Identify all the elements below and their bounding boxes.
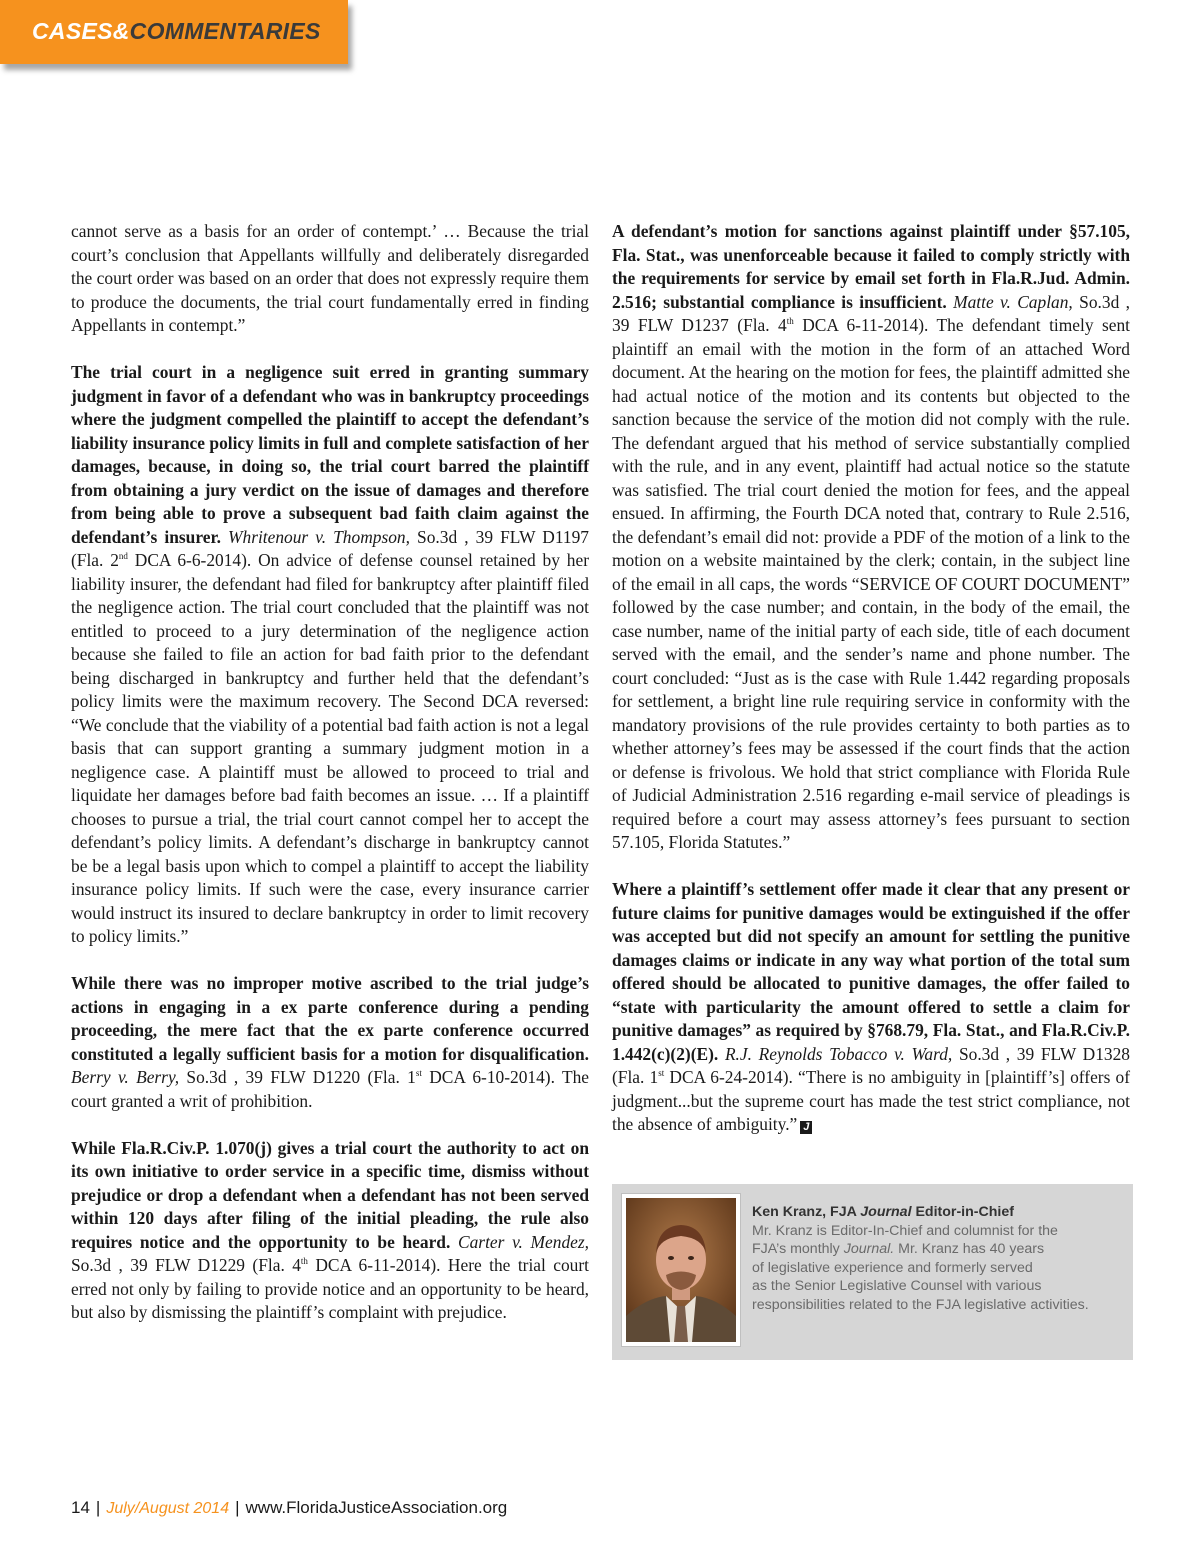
case-reynolds: Where a plaintiff’s settlement offer made it clear that any present or future claims for punitive damages would be extinguished if the offer was accepted but did not specify an amount for settling the punitive damages claims or indicate in any way what portion of the total sum offered should be allocated to punitive damages, the offer failed to “state with particularity the amount offered to settle a claim for punitive damages” as required by §768.79, Fla. Stat., and Fla.R.Civ.P. 1.442(c)(2)(E). R.J. Reynolds Tobacco v. Ward, So.3d , 39 FLW D1328 (Fla. 1st DCA 6-24-2014). “There is no ambiguity in [plaintiff’s] offers of judgment...but the supreme court has made the test strict compliance, not the absence of ambiguity.” J bbox=[612, 879, 1130, 1134]
issue-date: July/August 2014 bbox=[106, 1500, 230, 1517]
bio-line-5: responsibilities related to the FJA legislative activities. bbox=[752, 1296, 1089, 1313]
case-body: The defendant timely sent plaintiff an email with the motion in the form of an attached Word document. At the hearing on the motion for fees, the plaintiff admitted she had actual notice of the motion and its contents but objected to the sanction because the service of the motion did not comply with the rule. The defendant argued that his method of service substantially complied with the rule, and in any event, plaintiff had actual notice so the statute was satisfied. The trial court denied the motion for fees, and the appeal ensued. In affirming, the Fourth DCA noted that, contrary to Rule 2.516, the defendant’s email did not: provide a PDF of the motion of a link to the motion on a website maintained by the clerk; contain, in the subject line of the email in all caps, the words “SERVICE OF COURT DOCUMENT” followed by the case number; and contain, in the body of the email, the case number, name of the initial party of each side, title of each document served with the email, and the sender’s name and phone number. The court concluded: “Just as is the case with Rule 1.442 regarding proposals for settlement, a bright line rule requiring service in conformity with the mandatory provisions of the rule provides certainty to both parties as to whether attorney’s fees may be assessed if the court finds that the action or defense is frivolous. We hold that strict compliance with Florida Rule of Judicial Administration 2.516 regarding e-mail service of pleadings is required before a court may assess attorney’s fees pursuant to section 57.105, Florida Statutes.” bbox=[612, 315, 1130, 852]
author-name: Ken Kranz, FJA Journal Editor-in-Chief bbox=[752, 1204, 1014, 1220]
case-name: Matte v. Caplan, bbox=[953, 291, 1073, 312]
case-holding: The trial court in a negligence suit erred in granting summary judgment in favor of a defendant who was in bankruptcy proceedings where the judgment compelled the plaintiff to accept the defendant’s liability insurance policy limits in full and complete satisfaction of her damages, because, in doing so, the trial court barred the plaintiff from obtaining a jury verdict on the issue of damages and therefore from being able to prove a subsequent bad faith claim against the defendant’s insurer. bbox=[71, 362, 589, 547]
case-holding: While Fla.R.Civ.P. 1.070(j) gives a trial court the authority to act on its own initiative to order service in a specific time, dismiss without prejudice or drop a defendant when a defendant has not been served within 120 days after filing of the initial pleading, the rule also requires notice and the opportunity to be heard. bbox=[71, 1137, 589, 1252]
author-bio bbox=[752, 1203, 1127, 1315]
case-body: Here the trial court erred not only by failing to provide notice and an opportunity to be heard, but also by dismissing the plaintiff’s complaint with prejudice. bbox=[71, 1255, 589, 1322]
case-name: Carter v. Mendez, bbox=[458, 1231, 589, 1252]
case-name: Whritenour v. Thompson, bbox=[228, 526, 410, 547]
case-body: “There is no ambiguity in [plaintiff’s] offers of judgment...but the supreme court has made the test strict compliance, not the absence of ambiguity.” bbox=[612, 1067, 1130, 1134]
bio-line-2: FJA’s monthly Journal. Mr. Kranz has 40 years bbox=[752, 1241, 1045, 1258]
paragraph-contempt: cannot serve as a basis for an order of contempt.’ … Because the trial court’s conclusion that Appellants willfully and deliberately disregarded the court order was based on an order that does not expressly require them to produce the documents, the trial court fundamentally erred in finding Appellants in contempt.” bbox=[71, 221, 589, 335]
case-berry: While there was no improper motive ascribed to the trial judge’s actions in engaging in a ex parte conference during a pending proceeding, the mere fact that the ex parte conference occurred constituted a legally sufficient basis for a motion for disqualification. Berry v. Berry, So.3d , 39 FLW D1220 (Fla. 1st DCA 6-10-2014). The court granted a writ of prohibition. bbox=[71, 973, 589, 1111]
page-number: 14 bbox=[71, 1498, 90, 1517]
bio-line-4: as the Senior Legislative Counsel with various bbox=[752, 1278, 1042, 1295]
case-body: The court granted a writ of prohibition. bbox=[71, 1067, 589, 1111]
section-title: CASES&COMMENTARIES bbox=[32, 18, 321, 44]
website-link[interactable]: www.FloridaJusticeAssociation.org bbox=[245, 1498, 508, 1517]
right-column bbox=[612, 220, 1130, 1160]
case-matte: A defendant’s motion for sanctions against plaintiff under §57.105, Fla. Stat., was unenforceable because it failed to comply strictly with the requirements for service by email set forth in Fla.R.Jud. Admin. 2.516; substantial compliance is insufficient. Matte v. Caplan, So.3d , 39 FLW D1237 (Fla. 4th DCA 6-11-2014). The defendant timely sent plaintiff an email with the motion in the form of an attached Word document. At the hearing on the motion for fees, the plaintiff admitted she had actual notice of the motion and its contents but objected to the sanction because the service of the motion did not comply with the rule. The defendant argued that his method of service substantially complied with the rule, and in any event, plaintiff had actual notice so the statute was satisfied. The trial court denied the motion for fees, and the appeal ensued. In affirming, the Fourth DCA noted that, contrary to Rule 2.516, the defendant’s email did not: provide a PDF of the motion of a link to the motion on a website maintained by the clerk; contain, in the subject line of the email in all caps, the words “SERVICE OF COURT DOCUMENT” followed by the case number; and contain, in the body of the email, the case number, name of the initial party of each side, title of each document served with the email, and the sender’s name and phone number. The court concluded: “Just as is the case with Rule 1.442 regarding proposals for settlement, a bright line rule requiring service in conformity with the mandatory provisions of the rule provides certainty to both parties as to whether attorney’s fees may be assessed if the court finds that the action or defense is frivolous. We hold that strict compliance with Florida Rule of Judicial Administration 2.516 regarding e-mail service of pleadings is required before a court may assess attorney’s fees pursuant to section 57.105, Florida Statutes.” bbox=[612, 221, 1130, 852]
case-holding: Where a plaintiff’s settlement offer made it clear that any present or future claims for punitive damages would be extinguished if the offer was accepted but did not specify an amount for settling the punitive damages claims or indicate in any way what portion of the total sum offered should be allocated to punitive damages, the offer failed to “state with particularity the amount offered to settle a claim for punitive damages” as required by §768.79, Fla. Stat., and Fla.R.Civ.P. 1.442(c)(2)(E). bbox=[612, 879, 1130, 1064]
case-holding: While there was no improper motive ascribed to the trial judge’s actions in engaging in a ex parte conference during a pending proceeding, the mere fact that the ex parte conference occurred constituted a legally sufficient basis for a motion for disqualification. bbox=[71, 973, 589, 1064]
case-body: On advice of defense counsel retained by her liability insurer, the defendant had filed for bankruptcy after plaintiff filed the negligence action. The trial court concluded that the plaintiff was not entitled to proceed to a jury determination of the negligence action because she failed to file an action for bad faith prior to the defendant being discharged in bankruptcy and further held that the defendant’s policy limits were the maximum recovery. The Second DCA reversed: “We conclude that the viability of a potential bad faith action is not a legal basis that can support granting a summary judgment motion in a negligence case. A plaintiff must be allowed to proceed to trial and liquidate her damages before bad faith becomes an issue. … If a plaintiff chooses to pursue a trial, the trial court cannot compel her to accept the defendant’s policy limits. A defendant’s discharge in bankruptcy cannot be be a legal basis upon which to compel a plaintiff to accept the liability insurance policy limits. If such were the case, every insurance carrier would instruct its insured to declare bankruptcy in order to limit recovery to policy limits.” bbox=[71, 550, 589, 946]
left-column bbox=[71, 220, 589, 1348]
bio-line-1: Mr. Kranz is Editor-In-Chief and columnist for the bbox=[752, 1222, 1058, 1239]
end-mark-icon: J bbox=[800, 1121, 812, 1134]
section-banner bbox=[0, 0, 348, 64]
bio-line-3: of legislative experience and formerly served bbox=[752, 1259, 1033, 1276]
page-footer: 14 | July/August 2014 | www.FloridaJusticeAssociation.org bbox=[71, 1498, 508, 1517]
case-holding: A defendant’s motion for sanctions against plaintiff under §57.105, Fla. Stat., was unenforceable because it failed to comply strictly with the requirements for service by email set forth in Fla.R.Jud. Admin. 2.516; substantial compliance is insufficient. bbox=[612, 221, 1130, 312]
author-photo bbox=[622, 1194, 740, 1346]
case-carter: While Fla.R.Civ.P. 1.070(j) gives a trial court the authority to act on its own initiative to order service in a specific time, dismiss without prejudice or drop a defendant when a defendant has not been served within 120 days after filing of the initial pleading, the rule also requires notice and the opportunity to be heard. Carter v. Mendez, So.3d , 39 FLW D1229 (Fla. 4th DCA 6-11-2014). Here the trial court erred not only by failing to provide notice and an opportunity to be heard, but also by dismissing the plaintiff’s complaint with prejudice. bbox=[71, 1137, 589, 1322]
case-name: R.J. Reynolds Tobacco v. Ward, bbox=[724, 1043, 953, 1064]
case-name: Berry v. Berry, bbox=[71, 1067, 180, 1087]
author-portrait-icon bbox=[626, 1198, 736, 1342]
author-bio-box bbox=[612, 1184, 1133, 1360]
case-whritenour: The trial court in a negligence suit erred in granting summary judgment in favor of a defendant who was in bankruptcy proceedings where the judgment compelled the plaintiff to accept the defendant’s liability insurance policy limits in full and complete satisfaction of her damages, because, in doing so, the trial court barred the plaintiff from obtaining a jury verdict on the issue of damages and therefore from being able to prove a subsequent bad faith claim against the defendant’s insurer. Whritenour v. Thompson, So.3d , 39 FLW D1197 (Fla. 2nd DCA 6-6-2014). On advice of defense counsel retained by her liability insurer, the defendant had filed for bankruptcy after plaintiff filed the negligence action. The trial court concluded that the plaintiff was not entitled to proceed to a jury determination of the negligence action because she failed to file an action for bad faith prior to the defendant being discharged in bankruptcy and further held that the defendant’s policy limits were the maximum recovery. The Second DCA reversed: “We conclude that the viability of a potential bad faith action is not a legal basis that can support granting a summary judgment motion in a negligence case. A plaintiff must be allowed to proceed to trial and liquidate her damages before bad faith becomes an issue. … If a plaintiff chooses to pursue a trial, the trial court cannot compel her to accept the defendant’s policy limits. A defendant’s discharge in bankruptcy cannot be be a legal basis upon which to compel a plaintiff to accept the liability insurance policy limits. If such were the case, every insurance carrier would instruct its insured to declare bankruptcy in order to limit recovery to policy limits.” bbox=[71, 362, 589, 946]
